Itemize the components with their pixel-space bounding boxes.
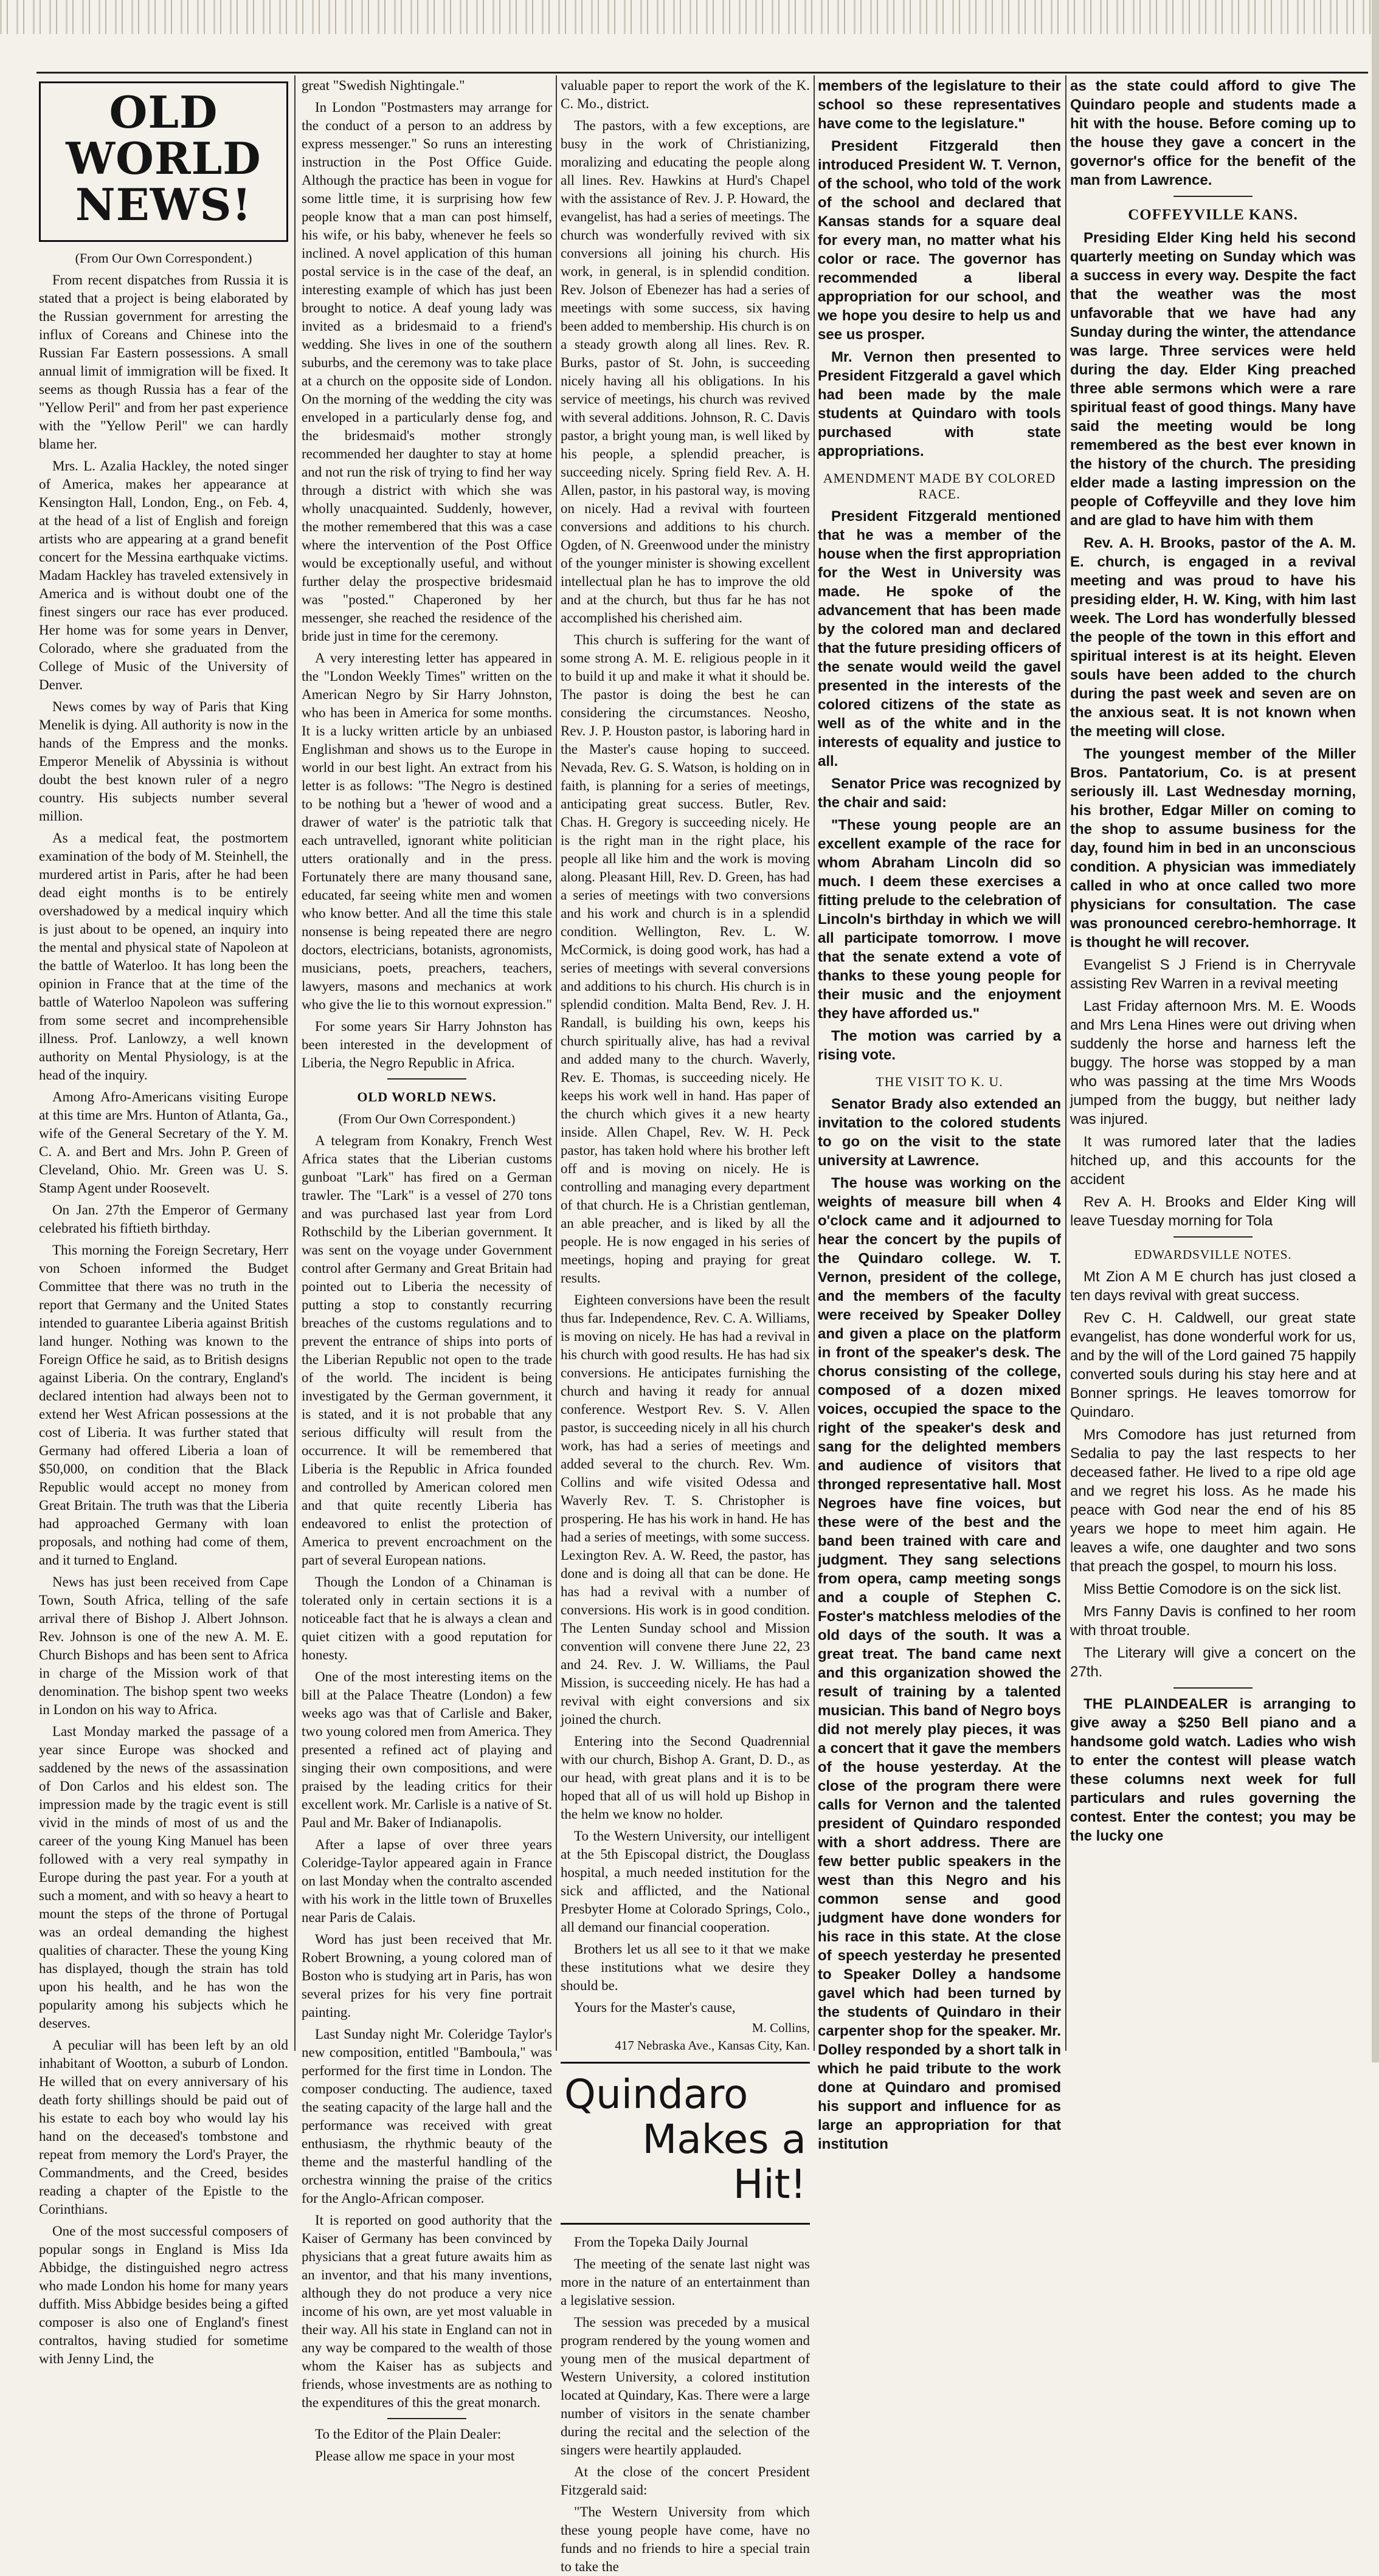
paragraph: "These young people are an excellent example of the race for whom Abraham Lincoln did so much. I deem these exercises a fitting prelude to the celebration of Lincoln's birthday in which we will all participate tomorrow. I move that the senate extend a vote of thanks to these young people for their music and the enjoyment they have afforded us." bbox=[818, 817, 1061, 1022]
divider bbox=[1173, 1687, 1253, 1689]
feature-title-line-2: Makes a Hit! bbox=[642, 2116, 806, 2208]
paragraph: Mrs Comodore has just returned from Sedalia to pay the last respects to her deceased father. He lived to a ripe old age and we regret his loss. As he made his peace with God near the end of his 85 years we hope to meet him again. He leaves a wife, one daughter and two sons that preach the gospel, to mourn his loss. bbox=[1070, 1427, 1356, 1575]
paragraph: Though the London of a Chinaman is tolerated only in certain sections it is a noticeable fact that he is always a clean and quiet citizen with a good reputation for honesty. bbox=[302, 1574, 552, 1662]
top-rule bbox=[36, 72, 1368, 74]
paragraph: The meeting of the senate last night was more in the nature of an entertainment than a legislative session. bbox=[561, 2256, 810, 2308]
paragraph: The session was preceded by a musical program rendered by the young women and young men of the musical department of Western University, a colored institution located at Quindary, Kas. There were a large number of visitors in the senate chamber during the recital and the selection of the singers were heartily applauded. bbox=[561, 2315, 810, 2457]
section-heading: COFFEYVILLE KANS. bbox=[1128, 207, 1298, 223]
headline: OLD WORLD NEWS! bbox=[66, 86, 261, 230]
paragraph: In London "Postmasters may arrange for the conduct of a person to an address by express messenger." So runs an interesting instruction in the Post Office Guide. Although the practice has been in vogue for some little time, it is surprising how few people know that a man can post himself, his wife, or his baby, whenever he feels so inclined. A novel application of this human postal service is in the case of the deaf, an interesting example of which has just been brought to notice. A deaf young lady was invited as a bridesmaid to a friend's wedding. She lives in one of the southern suburbs, and the ceremony was to take place at a church on the opposite side of London. On the morning of the wedding the city was enveloped in a particularly dense fog, and the bridesmaid's mother strongly recommended her daughter to stay at home and not run the risk of trying to find her way through a district with which she was wholly unacquainted. Suddenly, however, the mother remembered that this was a case where the intervention of the Post Office would be exceptionally useful, and without further delay the prospective bridesmaid was "posted." Chaperoned by her messenger, she reached the residence of the bride just in time for the ceremony. bbox=[302, 100, 552, 644]
signature: M. Collins, bbox=[752, 2020, 810, 2035]
feature-headline-box bbox=[561, 2062, 810, 2225]
feature-title-line-1: Quindaro bbox=[564, 2071, 748, 2118]
column-rule bbox=[1065, 75, 1066, 2051]
paragraph: "The Western University from which these young people have come, have no funds and no friends to hire a special train to take the bbox=[561, 2504, 810, 2574]
paragraph: This church is suffering for the want of some strong A. M. E. religious people in it to build it up and make it what it should be. The pastor is doing the best he can considering the circumstances. Neosho, Rev. J. P. Houston pastor, is laboring hard in the Master's cause hoping to succeed. Nevada, Rev. G. S. Watson, is holding on in faith, is planning for a series of meetings, anticipating great success. Butler, Rev. Chas. H. Gregory is succeeding nicely. He is the right man in the right place, his people all like him and the work is moving along. Pleasant Hill, Rev. D. Green, has had a series of meetings with two conversions and his work and church is in a splendid condition. Wellington, Rev. L. W. McCormick, is doing good work, has had a series of meetings with several conversions and additions to his church. His church is in splendid condition. Malta Bend, Rev. J. H. Randall, is building his own, keeps his church spiritually alive, has had a revival and added many to the church. Waverly, Rev. E. Thomas, is succeeding nicely. He keeps his work well in hand. Has paper of the church which gives it a new hearty inside. Allen Chapel, Rev. W. H. Peck pastor, has taken hold where his brother left off and is moving on nicely. He is controlling and managing every department of that church. He is a Christian gentleman, an able preacher, and is liked by all the people. He is now engaged in his series of meetings, hoping and praying for great results. bbox=[561, 632, 810, 1286]
section-heading: EDWARDSVILLE NOTES. bbox=[1134, 1247, 1292, 1262]
section-heading: THE VISIT TO K. U. bbox=[876, 1074, 1003, 1089]
paragraph: The pastors, with a few exceptions, are busy in the work of Christianizing, moralizing and educating the people along all lines. Rev. Hawkins at Hurd's Chapel with the assistance of Rev. J. P. Howard, the evangelist, has had a series of meetings. The church was wonderfully revived with six conversions all joining his church. His work, in general, is in splendid condition. Rev. Jolson of Ebenezer has had a series of meetings with some success, six having been added to membership. His church is on a steady growth along all lines. Rev. R. Burks, pastor of St. John, is succeeding nicely having all his obligations. In his service of meetings, his church was revived with several additions. Johnson, R. C. Davis pastor, a bright young man, is well liked by his people, a splendid preacher, is succeeding nicely. Spring field Rev. A. H. Allen, pastor, in his pastoral way, is moving on nicely. Had a revival with fourteen conversions and additions to his church. Ogden, of N. Greenwood under the ministry of the younger minister is showing excellent intellectual plan he has to improve the old and at the church, but thus far he has not accomplished his cherished aim. bbox=[561, 118, 810, 625]
article-body bbox=[39, 271, 288, 2368]
paragraph: great "Swedish Nightingale." bbox=[302, 78, 465, 93]
paragraph: Yours for the Master's cause, bbox=[574, 2000, 736, 2015]
paragraph: Word has just been received that Mr. Robert Browning, a young colored man of Boston who is studying art in Paris, has won several prizes for his very fine portrait painting. bbox=[302, 1932, 552, 2020]
divider bbox=[387, 2418, 466, 2419]
divider bbox=[1173, 196, 1253, 197]
headline-box bbox=[39, 81, 288, 242]
paragraph: Mr. Vernon then presented to President Fitzgerald a gavel which had been made by the male students at Quindaro with tools purchased with state appropriations. bbox=[818, 349, 1061, 460]
paragraph: For some years Sir Harry Johnston has been interested in the development of Liberia, the Negro Republic in Africa. bbox=[302, 1019, 552, 1070]
divider bbox=[387, 1078, 466, 1080]
paragraph: THE PLAINDEALER is arranging to give away a $250 Bell piano and a handsome gold watch. Ladies who wish to enter the contest will please watch these columns next week for full particulars and rules governing the contest. Enter the contest; you may be the lucky one bbox=[1070, 1696, 1356, 1844]
paragraph: After a lapse of over three years Coleridge-Taylor appeared again in France on last Monday when the contralto ascended with his work in the little town of Bruxelles near Paris de Calais. bbox=[302, 1837, 552, 1925]
paragraph: Rev C. H. Caldwell, our great state evangelist, has done wonderful work for us, and by the will of the Lord gained 75 happily converted souls during his stay here and at Bonner springs. He leaves tomorrow for Quindaro. bbox=[1070, 1310, 1356, 1421]
paragraph: A telegram from Konakry, French West Africa states that the Liberian customs gunboat "Lark" has fired on a German trawler. The "Lark" is a vessel of 270 tons and was purchased last year from Lord Rothschild by the Liberian government. It was sent on the voyage under Government control after Germany and Great Britain had pointed out to Liberia the necessity of putting a stop to constantly recurring breaches of the customs regulations and to prevent the entrance of ships into ports of the Liberian Republic not open to the trade of the world. The incident is being investigated by the German government, it is stated, and it is not probable that any serious difficulty will result from the occurrence. It will be remembered that Liberia is the Republic in Africa founded and controlled by American colored men and that quite recently Liberia has endeavored to enlist the protection of America to prevent encroachment on the part of several European nations. bbox=[302, 1133, 552, 1568]
paragraph: Evangelist S J Friend is in Cherryvale assisting Rev Warren in a revival meeting bbox=[1070, 957, 1356, 992]
paragraph: On Jan. 27th the Emperor of Germany celebrated his fiftieth birthday. bbox=[39, 1202, 288, 1236]
paragraph: Please allow me space in your most bbox=[315, 2448, 515, 2464]
divider bbox=[1173, 1236, 1253, 1238]
paragraph: From recent dispatches from Russia it is stated that a project is being elaborated by the Russian government for arresting the influx of Coreans and Chinese into the Russian Far Eastern possessions. A small annual limit of immigration will be fixed. It seems as though Russia has a fear of the "Yellow Peril" and from her past experience with the "Yellow Peril" we can hardly blame her. bbox=[39, 272, 288, 452]
address: 417 Nebraska Ave., Kansas City, Kan. bbox=[615, 2038, 810, 2053]
paragraph: It was rumored later that the ladies hitched up, and this accounts for the accident bbox=[1070, 1134, 1356, 1188]
paragraph: At the close of the concert President Fitzgerald said: bbox=[561, 2464, 810, 2498]
paragraph: A very interesting letter has appeared in the "London Weekly Times" written on the American Negro by Sir Harry Johnston, who has been in America for some months. It is a lucky written article by an unbiased Englishman and shows us to the Europe in world in our best light. An extract from his letter is as follows: "The Negro is destined to be nothing but a 'hewer of wood and a drawer of water' is the patriotic talk that each untravelled, ignorant white politician utters orationally and in the press. Fortunately there are many thousand sane, educated, far seeing white men and women who know better. And all the time this stale nonsense is being repeated there are negro doctors, electricians, botanists, agronomists, musicians, poets, preachers, teachers, lawyers, masons and mechanics at work who give the lie to this wornout expression." bbox=[302, 650, 552, 1012]
column-rule bbox=[556, 75, 557, 2051]
section-heading: OLD WORLD NEWS. bbox=[357, 1089, 497, 1104]
paragraph: News comes by way of Paris that King Menelik is dying. All authority is now in the hands of the Empress and the monks. Emperor Menelik of Abyssinia is without doubt the best known ruler of a negro country. His subjects number several million. bbox=[39, 699, 288, 824]
page-edge bbox=[1372, 0, 1379, 2062]
paragraph: Last Friday afternoon Mrs. M. E. Woods and Mrs Lena Hines were out driving when suddenly the horse and harness left the buggy. The horse was stopped by a man who was passing at the time Mrs Woods jumped from the buggy, but neither lady was injured. bbox=[1070, 998, 1356, 1128]
paragraph: Miss Bettie Comodore is on the sick list. bbox=[1084, 1581, 1342, 1597]
paragraph: One of the most successful composers of popular songs in England is Miss Ida Abbidge, the distinguished negro actress who made London his home for many years duffith. Miss Abbidge besides being a gifted composer is also one of England's finest contraltos, having studied for sometime with Jenny Lind, the bbox=[39, 2223, 288, 2366]
paragraph: One of the most interesting items on the bill at the Palace Theatre (London) a few weeks ago was that of Carlisle and Baker, two young colored men from America. They presented a refined act of playing and singing their own compositions, and were praised by the leading critics for their excellent work. Mr. Carlisle is a native of St. Paul and Mr. Baker of Indianapolis. bbox=[302, 1669, 552, 1830]
paragraph: President Fitzgerald mentioned that he was a member of the house when the first appropriation for the West in University was made. He spoke of the advancement that has been made by the colored man and declared that the future presiding officers of the senate would weild the gavel presented in the interests of the colored citizens of the state as well as of the white and in the interests of equality and justice to all. bbox=[818, 508, 1061, 770]
paragraph: News has just been received from Cape Town, South Africa, telling of the safe arrival there of Bishop J. Albert Johnson. Rev. Johnson is one of the new A. M. E. Church Bishops and has been sent to Africa in charge of the Mission work of that denomination. The bishop spent two weeks in London on his way to Africa. bbox=[39, 1574, 288, 1717]
paragraph: Among Afro-Americans visiting Europe at this time are Mrs. Hunton of Atlanta, Ga., wife of the General Secretary of the Y. M. C. A. and Bert and Mrs. John P. Green of Cleveland, Ohio. Mr. Green was U. S. Stamp Agent under Roosevelt. bbox=[39, 1089, 288, 1196]
paragraph: Eighteen conversions have been the result thus far. Independence, Rev. C. A. Williams, is moving on nicely. He has had a revival in his church with good results. He has had six conversions. He anticipates furnishing the church and having it ready for annual conference. Westport Rev. S. V. Allen pastor, is succeeding nicely in all his church work, has had a series of meetings and added several to the church. Rev. Wm. Collins and wife visited Odessa and Waverly Rev. T. S. Christopher is prospering. He has his work in hand. He has had a series of meetings, with some success. Lexington Rev. A. W. Reed, the pastor, has done and is doing all that can be done. He has had a revival with a number of conversions. His work is in good condition. The Lenten Sunday school and Mission convention will convene there June 22, 23 and 24. Rev. J. W. Williams, the Paul Mission, is succeeding nicely. He has had a revival with eight conversions and six joined the church. bbox=[561, 1292, 810, 1727]
paragraph: From the Topeka Daily Journal bbox=[574, 2234, 748, 2250]
torn-top-edge bbox=[0, 0, 1379, 34]
paragraph: To the Editor of the Plain Dealer: bbox=[315, 2426, 502, 2442]
column-2 bbox=[302, 77, 552, 2464]
paragraph: Mrs. L. Azalia Hackley, the noted singer of America, makes her appearance at Kensington Hall, London, Eng., on Feb. 4, at the head of a list of English and foreign artists who are appearing at a grand benefit concert for the Messina earthquake victims. Madam Hackley has traveled extensively in America and is without doubt one of the finest singers our race has ever produced. Her home was for some years in Denver, Colorado, where she graduated from the College of Music of the University of Denver. bbox=[39, 458, 288, 692]
paragraph: It is reported on good authority that the Kaiser of Germany has been convinced by physicians that a great future awaits him as an inventor, and that his many inventions, although they do not produce a very nice income of his own, are yet most valuable in their way. All his state in England can not in any way be compared to the wealth of those whom the Kaiser has as subjects and friends, whose investments are as nothing to the expenditures of this the great monarch. bbox=[302, 2213, 552, 2410]
paragraph: Mt Zion A M E church has just closed a ten days revival with great success. bbox=[1070, 1269, 1356, 1304]
paragraph: Brothers let us all see to it that we make these institutions what we desire they should be. bbox=[561, 1941, 810, 1993]
column-4 bbox=[818, 77, 1061, 2152]
paragraph: Rev A. H. Brooks and Elder King will leave Tuesday morning for Tola bbox=[1070, 1194, 1356, 1229]
paragraph: This morning the Foreign Secretary, Herr von Schoen informed the Budget Committee that there was no truth in the report that Germany and the United States intended to guarantee Liberia against British land hunger. Nothing was known to the Foreign Office he said, as to British designs against Liberia. On the contrary, England's declared intention had always been not to extend her West African possessions at the cost of Liberia. It was further stated that Germany had offered Liberia a loan of $50,000, on condition that the Black Republic would accept no money from Great Britain. The truth was that the Liberia had approached Germany with loan proposals, and nothing had come of them, and it turned to England. bbox=[39, 1242, 288, 1568]
column-rule bbox=[814, 75, 815, 2051]
paragraph: valuable paper to report the work of the K. C. Mo., district. bbox=[561, 78, 810, 111]
paragraph: as the state could afford to give The Quindaro people and students made a hit with the house. Before coming up to the house they gave a concert in the governor's office for the benefit of the man from Lawrence. bbox=[1070, 78, 1356, 188]
paragraph: The motion was carried by a rising vote. bbox=[818, 1028, 1061, 1063]
paragraph: The Literary will give a concert on the 27th. bbox=[1070, 1645, 1356, 1680]
column-3 bbox=[561, 77, 810, 2574]
paragraph: Senator Price was recognized by the chair and said: bbox=[818, 776, 1061, 811]
column-rule bbox=[294, 75, 296, 2051]
paragraph: The house was working on the weights of measure bill when 4 o'clock came and it adjourned to hear the concert by the pupils of the Quindaro college. W. T. Vernon, president of the college, and the members of the faculty were received by Speaker Dolley and given a place on the platform in front of the speaker's desk. The chorus consisting of the college, composed of a dozen mixed voices, occupied the space to the right of the speaker's desk and sang for the delighted members and audience of visitors that thronged representative hall. Most Negroes have fine voices, but these were of the best and the band been trained with care and judgment. They sang selections from opera, camp meeting songs and a couple of Stephen C. Foster's matchless melodies of the old days of the south. It was a great treat. The band came next and this organization showed the result of training by a talented musician. This band of Negro boys did not merely play pieces, it was a concert that it gave the members of the house yesterday. At the close of the program there were calls for Vernon and the talented president of Quindaro responded with a short address. There are few better public speakers in the west than this Negro and his common sense and good judgment have done wonders for his race in this state. At the close of speech yesterday he presented to Speaker Dolley a handsome gavel which had been turned by the students of Quindaro in their carpenter shop for the speaker. Mr. Dolley responded by a short talk in which he paid tribute to the work done at Quindaro and promised his support and influence for as large an appropriation for that institution bbox=[818, 1175, 1061, 2152]
paragraph: Entering into the Second Quadrennial with our church, Bishop A. Grant, D. D., as our head, with great plans and it is to be hoped that all of us will hold up Bishop in the helm we know no holder. bbox=[561, 1734, 810, 1822]
paragraph: Senator Brady also extended an invitation to the colored students to go on the visit to the state university at Lawrence. bbox=[818, 1096, 1061, 1169]
paragraph: Presiding Elder King held his second quarterly meeting on Sunday which was a success in every way. Despite the fact that the weather was the most unfavorable that we have had any Sunday during the winter, the attendance was large. Three services were held during the day. Elder King preached three able sermons which were a rare spiritual feast of good things. Many have said the meeting would be long remembered as the best ever known in the history of the church. The presiding elder made a lasting impression on the people of Coffeyville and they love him and are glad to have him with them bbox=[1070, 230, 1356, 529]
paragraph: The youngest member of the Miller Bros. Pantatorium, Co. is at present seriously ill. Last Wednesday morning, his brother, Edgar Miller on coming to the shop to assume business for the day, found him in bed in an unconscious condition. A physician was immediately called in who at once called two more physicians for consultation. The case was pronounced cerebro-hemhorrage. It is thought he will recover. bbox=[1070, 746, 1356, 951]
paragraph: Last Monday marked the passage of a year since Europe was shocked and saddened by the news of the assassination of Don Carlos and his eldest son. The impression made by the tragic event is still vivid in the minds of most of us and the career of the young King Manuel has been followed with a very real sympathy in Europe during the past year. For a youth at such a moment, and with so heavy a heart to mount the steps of the throne of Portugal was an ordeal demanding the highest qualities of character. These the young King has displayed, though the strain has told upon his health, and he has won the popularity among his subjects which he deserves. bbox=[39, 1724, 288, 2031]
column-5 bbox=[1070, 77, 1356, 2052]
paragraph: members of the legislature to their school so these representatives have come to the legislature." bbox=[818, 78, 1061, 132]
byline: (From Our Own Correspondent.) bbox=[338, 1111, 516, 1126]
paragraph: Rev. A. H. Brooks, pastor of the A. M. E. church, is engaged in a revival meeting and was proud to have his presiding elder, H. W. King, with him last week. The Lord has wonderfully blessed the people of the town in this effort and spiritual interest is at its height. Eleven souls have been added to the church during the past week and seven are on the anxious seat. It is not known when the meeting will close. bbox=[1070, 535, 1356, 740]
paragraph: President Fitzgerald then introduced President W. T. Vernon, of the school, who told of the work of the school and declared that Kansas stands for a square deal for every man, no matter what his color or race. The governor has recommended a liberal appropriation for our school, and we hope you desire to help us and see us prosper. bbox=[818, 138, 1061, 343]
paragraph: Mrs Fanny Davis is confined to her room with throat trouble. bbox=[1070, 1603, 1356, 1639]
column-1 bbox=[39, 77, 288, 2366]
paragraph: Last Sunday night Mr. Coleridge Taylor's new composition, entitled "Bamboula," was performed for the first time in London. The composer conducting. The audience, taxed the seating capacity of the large hall and the performance was received with great enthusiasm, the rhythmic beauty of the theme and the masterful handling of the orchestra winning the praise of the critics for the Anglo-African composer. bbox=[302, 2027, 552, 2206]
byline: (From Our Own Correspondent.) bbox=[75, 250, 252, 266]
paragraph: A peculiar will has been left by an old inhabitant of Wootton, a suburb of London. He willed that on every anniversary of his death forty shillings should be paid out of his estate to each boy who would lay his hand on the deceased's tombstone and repeat from memory the Lord's Prayer, the Commandments, and the Creed, besides reading a chapter of the Epistle to the Corinthians. bbox=[39, 2037, 288, 2217]
paragraph: As a medical feat, the postmortem examination of the body of M. Steinhell, the murdered artist in Paris, after he had been dead eight months is to be entirely overshadowed by a medical inquiry which is just about to be opened, an inquiry into the mental and physical state of Napoleon at the battle of Waterloo. It has long been the opinion in France that at the time of the battle of Waterloo Napoleon was suffering from some secret and incomprehensible illness. Prof. Lanlowzy, a well known authority on Mental Physiology, is at the head of the inquiry. bbox=[39, 830, 288, 1083]
section-heading: AMENDMENT MADE BY COLORED RACE. bbox=[823, 470, 1056, 501]
paragraph: To the Western University, our intelligent at the 5th Episcopal district, the Douglass hospital, a much needed institution for the sick and afflicted, and the National Presbyter Home at Colorado Springs, Colo., all demand our financial cooperation. bbox=[561, 1828, 810, 1935]
